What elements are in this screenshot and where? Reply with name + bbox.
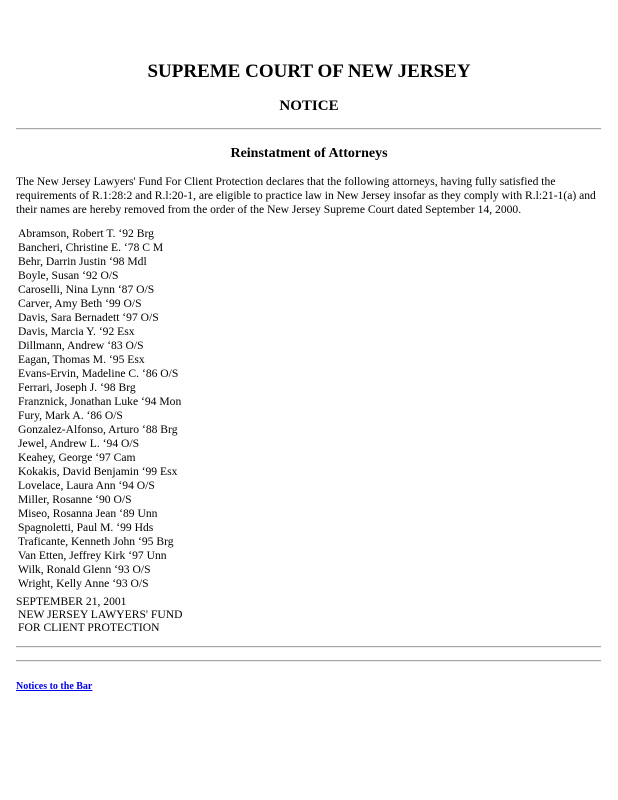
divider-top <box>16 128 601 130</box>
signature-org-line-1: NEW JERSEY LAWYERS' FUND <box>18 608 183 621</box>
attorney-list-item: Van Etten, Jeffrey Kirk ‘97 Unn <box>18 549 167 562</box>
attorney-list-item: Keahey, George ‘97 Cam <box>18 451 136 464</box>
divider-bottom-1 <box>16 646 601 648</box>
attorney-list-item: Davis, Sara Bernadett ‘97 O/S <box>18 311 159 324</box>
attorney-list-item: Wright, Kelly Anne ‘93 O/S <box>18 577 149 590</box>
attorney-list-item: Kokakis, David Benjamin ‘99 Esx <box>18 465 178 478</box>
attorney-list-item: Franznick, Jonathan Luke ‘94 Mon <box>18 395 182 408</box>
divider-bottom-2 <box>16 660 601 662</box>
notice-label: NOTICE <box>279 98 339 114</box>
attorney-list-item: Caroselli, Nina Lynn ‘87 O/S <box>18 283 155 296</box>
attorney-list-item: Behr, Darrin Justin ‘98 Mdl <box>18 255 147 268</box>
attorney-list-item: Spagnoletti, Paul M. ‘99 Hds <box>18 521 154 534</box>
attorney-list-item: Carver, Amy Beth ‘99 O/S <box>18 297 142 310</box>
attorney-list-item: Eagan, Thomas M. ‘95 Esx <box>18 353 145 366</box>
court-title: SUPREME COURT OF NEW JERSEY <box>147 61 471 82</box>
attorney-list-item: Lovelace, Laura Ann ‘94 O/S <box>18 479 155 492</box>
attorney-list-item: Fury, Mark A. ‘86 O/S <box>18 409 123 422</box>
attorney-list-item: Gonzalez-Alfonso, Arturo ‘88 Brg <box>18 423 178 436</box>
signature-date: SEPTEMBER 21, 2001 <box>16 595 127 608</box>
signature-block <box>16 595 182 634</box>
attorney-list-item: Jewel, Andrew L. ‘94 O/S <box>18 437 140 450</box>
attorney-list-item: Miseo, Rosanna Jean ‘89 Unn <box>18 507 158 520</box>
notices-to-the-bar-link[interactable]: Notices to the Bar <box>16 681 93 692</box>
attorney-list-item: Davis, Marcia Y. ‘92 Esx <box>18 325 135 338</box>
attorney-list-item: Miller, Rosanne ‘90 O/S <box>18 493 132 506</box>
attorney-list-item: Boyle, Susan ‘92 O/S <box>18 269 119 282</box>
attorney-list <box>18 227 181 591</box>
intro-paragraph: The New Jersey Lawyers' Fund For Client Protection declares that the following attorneys, having fully satisfied the requirements of R.1:28:2 and R.l:20-1, are eligible to practice law in New Jersey insofar as they comply with R.l:21-1(a) and their names are hereby removed from the order of the New Jersey Supreme Court dated September 14, 2000. <box>16 175 596 216</box>
attorney-list-item: Abramson, Robert T. ‘92 Brg <box>18 227 154 240</box>
attorney-list-item: Bancheri, Christine E. ‘78 C M <box>18 241 164 254</box>
attorney-list-item: Traficante, Kenneth John ‘95 Brg <box>18 535 174 548</box>
attorney-list-item: Evans-Ervin, Madeline C. ‘86 O/S <box>18 367 179 380</box>
section-heading: Reinstatment of Attorneys <box>230 146 388 161</box>
attorney-list-item: Dillmann, Andrew ‘83 O/S <box>18 339 144 352</box>
attorney-list-item: Ferrari, Joseph J. ‘98 Brg <box>18 381 136 394</box>
signature-org-line-2: FOR CLIENT PROTECTION <box>18 621 160 634</box>
attorney-list-item: Wilk, Ronald Glenn ‘93 O/S <box>18 563 151 576</box>
